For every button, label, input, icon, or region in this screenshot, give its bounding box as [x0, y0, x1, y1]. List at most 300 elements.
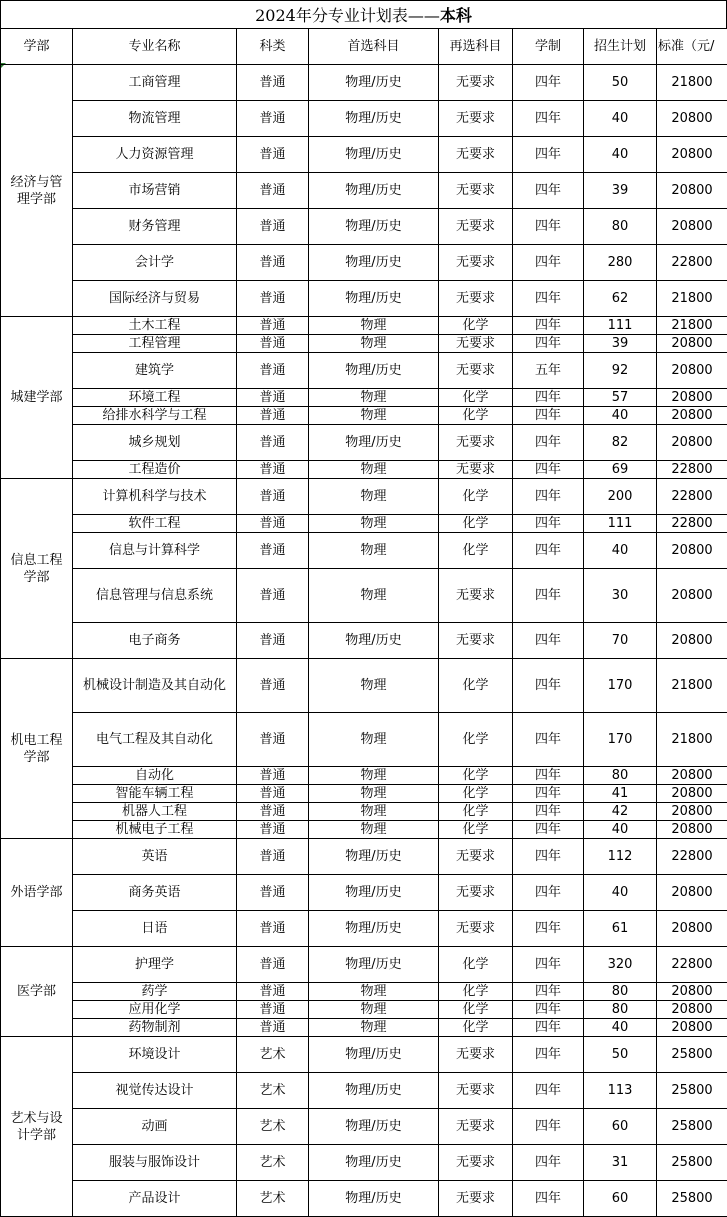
first-subject-cell: 物理	[309, 803, 439, 821]
years-cell: 四年	[513, 1109, 584, 1145]
second-subject-cell: 化学	[439, 713, 513, 767]
fee-cell: 21800	[657, 713, 727, 767]
major-cell: 会计学	[73, 245, 237, 281]
years-cell: 四年	[513, 1001, 584, 1019]
table-row	[1, 353, 727, 389]
header-row	[1, 29, 727, 65]
table-row	[1, 335, 727, 353]
major-cell: 工程造价	[73, 461, 237, 479]
quota-cell: 60	[584, 1181, 657, 1217]
major-cell: 给排水科学与工程	[73, 407, 237, 425]
fee-cell: 21800	[657, 281, 727, 317]
type-cell: 普通	[237, 173, 309, 209]
major-cell: 电气工程及其自动化	[73, 713, 237, 767]
major-cell: 信息管理与信息系统	[73, 569, 237, 623]
second-subject-cell: 化学	[439, 1001, 513, 1019]
major-cell: 物流管理	[73, 101, 237, 137]
table-row	[1, 515, 727, 533]
type-cell: 普通	[237, 713, 309, 767]
type-cell: 普通	[237, 425, 309, 461]
type-cell: 普通	[237, 479, 309, 515]
quota-cell: 40	[584, 137, 657, 173]
major-cell: 国际经济与贸易	[73, 281, 237, 317]
table-body	[1, 65, 727, 1217]
years-cell: 四年	[513, 1073, 584, 1109]
type-cell: 普通	[237, 101, 309, 137]
first-subject-cell: 物理/历史	[309, 623, 439, 659]
years-cell: 四年	[513, 767, 584, 785]
years-cell: 四年	[513, 209, 584, 245]
quota-cell: 112	[584, 839, 657, 875]
fee-cell: 20800	[657, 623, 727, 659]
major-cell: 建筑学	[73, 353, 237, 389]
type-cell: 普通	[237, 209, 309, 245]
years-cell: 四年	[513, 425, 584, 461]
major-cell: 药学	[73, 983, 237, 1001]
first-subject-cell: 物理	[309, 713, 439, 767]
second-subject-cell: 无要求	[439, 353, 513, 389]
fee-cell: 21800	[657, 317, 727, 335]
type-cell: 普通	[237, 875, 309, 911]
second-subject-cell: 无要求	[439, 209, 513, 245]
header-fee: 标准（元/	[657, 29, 727, 65]
fee-cell: 20800	[657, 803, 727, 821]
second-subject-cell: 无要求	[439, 569, 513, 623]
second-subject-cell: 化学	[439, 533, 513, 569]
table-row	[1, 533, 727, 569]
years-cell: 四年	[513, 533, 584, 569]
type-cell: 普通	[237, 821, 309, 839]
type-cell: 艺术	[237, 1145, 309, 1181]
fee-cell: 22800	[657, 479, 727, 515]
type-cell: 艺术	[237, 1037, 309, 1073]
second-subject-cell: 无要求	[439, 1109, 513, 1145]
quota-cell: 62	[584, 281, 657, 317]
table-row	[1, 569, 727, 623]
years-cell: 四年	[513, 803, 584, 821]
table-row	[1, 1109, 727, 1145]
header-type: 科类	[237, 29, 309, 65]
first-subject-cell: 物理	[309, 515, 439, 533]
type-cell: 普通	[237, 389, 309, 407]
type-cell: 普通	[237, 281, 309, 317]
table-row	[1, 281, 727, 317]
first-subject-cell: 物理/历史	[309, 1073, 439, 1109]
years-cell: 四年	[513, 1019, 584, 1037]
second-subject-cell: 无要求	[439, 461, 513, 479]
fee-cell: 21800	[657, 65, 727, 101]
years-cell: 四年	[513, 875, 584, 911]
major-cell: 药物制剂	[73, 1019, 237, 1037]
fee-cell: 22800	[657, 515, 727, 533]
quota-cell: 280	[584, 245, 657, 281]
fee-cell: 20800	[657, 1001, 727, 1019]
fee-cell: 22800	[657, 947, 727, 983]
second-subject-cell: 无要求	[439, 173, 513, 209]
quota-cell: 111	[584, 317, 657, 335]
dept-cell: 机电工程学部	[1, 659, 73, 839]
first-subject-cell: 物理/历史	[309, 137, 439, 173]
quota-cell: 40	[584, 101, 657, 137]
first-subject-cell: 物理/历史	[309, 1109, 439, 1145]
second-subject-cell: 无要求	[439, 911, 513, 947]
table-row	[1, 101, 727, 137]
table-row	[1, 1019, 727, 1037]
table-row	[1, 1145, 727, 1181]
table-row	[1, 947, 727, 983]
type-cell: 普通	[237, 623, 309, 659]
major-cell: 环境工程	[73, 389, 237, 407]
table-row	[1, 875, 727, 911]
first-subject-cell: 物理/历史	[309, 425, 439, 461]
first-subject-cell: 物理/历史	[309, 1037, 439, 1073]
second-subject-cell: 化学	[439, 785, 513, 803]
second-subject-cell: 无要求	[439, 101, 513, 137]
dept-cell: 经济与管理学部	[1, 65, 73, 317]
major-cell: 土木工程	[73, 317, 237, 335]
quota-cell: 80	[584, 767, 657, 785]
table-row	[1, 173, 727, 209]
table-row	[1, 803, 727, 821]
quota-cell: 39	[584, 335, 657, 353]
type-cell: 普通	[237, 911, 309, 947]
second-subject-cell: 化学	[439, 767, 513, 785]
years-cell: 四年	[513, 983, 584, 1001]
first-subject-cell: 物理	[309, 407, 439, 425]
table-row	[1, 407, 727, 425]
fee-cell: 20800	[657, 911, 727, 947]
type-cell: 普通	[237, 803, 309, 821]
first-subject-cell: 物理/历史	[309, 875, 439, 911]
years-cell: 四年	[513, 1181, 584, 1217]
quota-cell: 41	[584, 785, 657, 803]
table-row	[1, 785, 727, 803]
dept-cell: 艺术与设计学部	[1, 1037, 73, 1217]
years-cell: 四年	[513, 461, 584, 479]
major-cell: 护理学	[73, 947, 237, 983]
first-subject-cell: 物理	[309, 479, 439, 515]
fee-cell: 20800	[657, 389, 727, 407]
second-subject-cell: 化学	[439, 389, 513, 407]
years-cell: 四年	[513, 713, 584, 767]
type-cell: 普通	[237, 137, 309, 173]
first-subject-cell: 物理	[309, 389, 439, 407]
quota-cell: 92	[584, 353, 657, 389]
type-cell: 普通	[237, 533, 309, 569]
quota-cell: 50	[584, 65, 657, 101]
quota-cell: 320	[584, 947, 657, 983]
type-cell: 普通	[237, 1001, 309, 1019]
fee-cell: 25800	[657, 1037, 727, 1073]
years-cell: 四年	[513, 821, 584, 839]
second-subject-cell: 无要求	[439, 335, 513, 353]
fee-cell: 20800	[657, 425, 727, 461]
years-cell: 四年	[513, 623, 584, 659]
major-cell: 城乡规划	[73, 425, 237, 461]
header-major: 专业名称	[73, 29, 237, 65]
type-cell: 普通	[237, 983, 309, 1001]
years-cell: 四年	[513, 65, 584, 101]
major-cell: 英语	[73, 839, 237, 875]
quota-cell: 40	[584, 407, 657, 425]
years-cell: 四年	[513, 1037, 584, 1073]
quota-cell: 70	[584, 623, 657, 659]
years-cell: 四年	[513, 101, 584, 137]
table-row	[1, 461, 727, 479]
first-subject-cell: 物理	[309, 461, 439, 479]
first-subject-cell: 物理/历史	[309, 353, 439, 389]
quota-cell: 170	[584, 659, 657, 713]
table-row	[1, 65, 727, 101]
second-subject-cell: 无要求	[439, 425, 513, 461]
second-subject-cell: 无要求	[439, 1145, 513, 1181]
fee-cell: 25800	[657, 1145, 727, 1181]
second-subject-cell: 无要求	[439, 137, 513, 173]
table-row	[1, 767, 727, 785]
page-title	[0, 0, 727, 28]
first-subject-cell: 物理	[309, 1019, 439, 1037]
fee-cell: 20800	[657, 173, 727, 209]
major-cell: 应用化学	[73, 1001, 237, 1019]
major-cell: 计算机科学与技术	[73, 479, 237, 515]
major-cell: 人力资源管理	[73, 137, 237, 173]
quota-cell: 40	[584, 533, 657, 569]
dept-cell: 城建学部	[1, 317, 73, 479]
table-row	[1, 425, 727, 461]
fee-cell: 25800	[657, 1181, 727, 1217]
years-cell: 四年	[513, 1145, 584, 1181]
first-subject-cell: 物理	[309, 767, 439, 785]
table-row	[1, 245, 727, 281]
first-subject-cell: 物理	[309, 569, 439, 623]
quota-cell: 80	[584, 983, 657, 1001]
major-cell: 软件工程	[73, 515, 237, 533]
type-cell: 普通	[237, 335, 309, 353]
years-cell: 四年	[513, 335, 584, 353]
header-years: 学制	[513, 29, 584, 65]
major-cell: 信息与计算科学	[73, 533, 237, 569]
table-row	[1, 209, 727, 245]
major-cell: 机械设计制造及其自动化	[73, 659, 237, 713]
first-subject-cell: 物理/历史	[309, 947, 439, 983]
major-cell: 视觉传达设计	[73, 1073, 237, 1109]
major-cell: 环境设计	[73, 1037, 237, 1073]
first-subject-cell: 物理/历史	[309, 101, 439, 137]
first-subject-cell: 物理	[309, 335, 439, 353]
fee-cell: 20800	[657, 875, 727, 911]
first-subject-cell: 物理	[309, 1001, 439, 1019]
quota-cell: 113	[584, 1073, 657, 1109]
fee-cell: 20800	[657, 1019, 727, 1037]
type-cell: 普通	[237, 947, 309, 983]
second-subject-cell: 化学	[439, 407, 513, 425]
table-row	[1, 911, 727, 947]
quota-cell: 31	[584, 1145, 657, 1181]
major-cell: 商务英语	[73, 875, 237, 911]
fee-cell: 20800	[657, 533, 727, 569]
major-cell: 财务管理	[73, 209, 237, 245]
quota-cell: 80	[584, 1001, 657, 1019]
type-cell: 普通	[237, 461, 309, 479]
second-subject-cell: 无要求	[439, 875, 513, 911]
major-cell: 日语	[73, 911, 237, 947]
quota-cell: 40	[584, 875, 657, 911]
table-row	[1, 389, 727, 407]
fee-cell: 20800	[657, 209, 727, 245]
quota-cell: 69	[584, 461, 657, 479]
fee-cell: 20800	[657, 137, 727, 173]
years-cell: 四年	[513, 515, 584, 533]
type-cell: 普通	[237, 569, 309, 623]
type-cell: 普通	[237, 659, 309, 713]
major-cell: 动画	[73, 1109, 237, 1145]
years-cell: 四年	[513, 911, 584, 947]
type-cell: 艺术	[237, 1073, 309, 1109]
major-cell: 机械电子工程	[73, 821, 237, 839]
quota-cell: 80	[584, 209, 657, 245]
years-cell: 四年	[513, 839, 584, 875]
first-subject-cell: 物理/历史	[309, 65, 439, 101]
header-quota: 招生计划	[584, 29, 657, 65]
first-subject-cell: 物理	[309, 983, 439, 1001]
quota-cell: 57	[584, 389, 657, 407]
major-cell: 工商管理	[73, 65, 237, 101]
quota-cell: 42	[584, 803, 657, 821]
major-cell: 工程管理	[73, 335, 237, 353]
type-cell: 普通	[237, 407, 309, 425]
major-cell: 机器人工程	[73, 803, 237, 821]
quota-cell: 40	[584, 1019, 657, 1037]
second-subject-cell: 无要求	[439, 65, 513, 101]
years-cell: 四年	[513, 479, 584, 515]
table-row	[1, 317, 727, 335]
quota-cell: 111	[584, 515, 657, 533]
table-row	[1, 1181, 727, 1217]
years-cell: 四年	[513, 245, 584, 281]
header-dept: 学部	[1, 29, 73, 65]
fee-cell: 25800	[657, 1073, 727, 1109]
first-subject-cell: 物理	[309, 821, 439, 839]
second-subject-cell: 无要求	[439, 245, 513, 281]
quota-cell: 61	[584, 911, 657, 947]
fee-cell: 22800	[657, 461, 727, 479]
fee-cell: 20800	[657, 785, 727, 803]
plan-table	[0, 28, 727, 1217]
years-cell: 四年	[513, 317, 584, 335]
years-cell: 四年	[513, 281, 584, 317]
second-subject-cell: 无要求	[439, 1181, 513, 1217]
second-subject-cell: 化学	[439, 1019, 513, 1037]
years-cell: 四年	[513, 659, 584, 713]
second-subject-cell: 无要求	[439, 1073, 513, 1109]
years-cell: 四年	[513, 785, 584, 803]
second-subject-cell: 化学	[439, 659, 513, 713]
title-text: 2024年分专业计划表——	[255, 6, 440, 25]
major-cell: 电子商务	[73, 623, 237, 659]
years-cell: 四年	[513, 947, 584, 983]
first-subject-cell: 物理/历史	[309, 245, 439, 281]
second-subject-cell: 化学	[439, 983, 513, 1001]
fee-cell: 20800	[657, 101, 727, 137]
table-row	[1, 1073, 727, 1109]
second-subject-cell: 无要求	[439, 1037, 513, 1073]
quota-cell: 170	[584, 713, 657, 767]
table-row	[1, 137, 727, 173]
major-cell: 自动化	[73, 767, 237, 785]
years-cell: 四年	[513, 173, 584, 209]
first-subject-cell: 物理	[309, 317, 439, 335]
second-subject-cell: 化学	[439, 947, 513, 983]
table-row	[1, 821, 727, 839]
first-subject-cell: 物理	[309, 659, 439, 713]
quota-cell: 60	[584, 1109, 657, 1145]
first-subject-cell: 物理/历史	[309, 281, 439, 317]
header-first-subject: 首选科目	[309, 29, 439, 65]
table-row	[1, 623, 727, 659]
second-subject-cell: 无要求	[439, 281, 513, 317]
type-cell: 普通	[237, 785, 309, 803]
table-row	[1, 479, 727, 515]
table-row	[1, 983, 727, 1001]
table-row	[1, 839, 727, 875]
second-subject-cell: 化学	[439, 479, 513, 515]
header-second-subject: 再选科目	[439, 29, 513, 65]
fee-cell: 20800	[657, 353, 727, 389]
major-cell: 服装与服饰设计	[73, 1145, 237, 1181]
first-subject-cell: 物理	[309, 533, 439, 569]
fee-cell: 20800	[657, 821, 727, 839]
quota-cell: 82	[584, 425, 657, 461]
type-cell: 普通	[237, 65, 309, 101]
quota-cell: 40	[584, 821, 657, 839]
title-bold-text: 本科	[440, 6, 472, 25]
major-cell: 产品设计	[73, 1181, 237, 1217]
fee-cell: 25800	[657, 1109, 727, 1145]
fee-cell: 20800	[657, 983, 727, 1001]
years-cell: 四年	[513, 407, 584, 425]
type-cell: 普通	[237, 767, 309, 785]
quota-cell: 39	[584, 173, 657, 209]
quota-cell: 30	[584, 569, 657, 623]
major-cell: 智能车辆工程	[73, 785, 237, 803]
table-row	[1, 1001, 727, 1019]
dept-cell: 外语学部	[1, 839, 73, 947]
first-subject-cell: 物理/历史	[309, 911, 439, 947]
years-cell: 四年	[513, 389, 584, 407]
dept-cell: 信息工程学部	[1, 479, 73, 659]
fee-cell: 21800	[657, 659, 727, 713]
first-subject-cell: 物理/历史	[309, 173, 439, 209]
years-cell: 四年	[513, 569, 584, 623]
years-cell: 五年	[513, 353, 584, 389]
first-subject-cell: 物理	[309, 785, 439, 803]
second-subject-cell: 化学	[439, 821, 513, 839]
years-cell: 四年	[513, 137, 584, 173]
second-subject-cell: 化学	[439, 515, 513, 533]
quota-cell: 50	[584, 1037, 657, 1073]
first-subject-cell: 物理/历史	[309, 839, 439, 875]
fee-cell: 22800	[657, 245, 727, 281]
type-cell: 普通	[237, 353, 309, 389]
dept-cell: 医学部	[1, 947, 73, 1037]
quota-cell: 200	[584, 479, 657, 515]
first-subject-cell: 物理/历史	[309, 1145, 439, 1181]
type-cell: 普通	[237, 839, 309, 875]
fee-cell: 20800	[657, 335, 727, 353]
first-subject-cell: 物理/历史	[309, 209, 439, 245]
type-cell: 艺术	[237, 1181, 309, 1217]
second-subject-cell: 化学	[439, 803, 513, 821]
